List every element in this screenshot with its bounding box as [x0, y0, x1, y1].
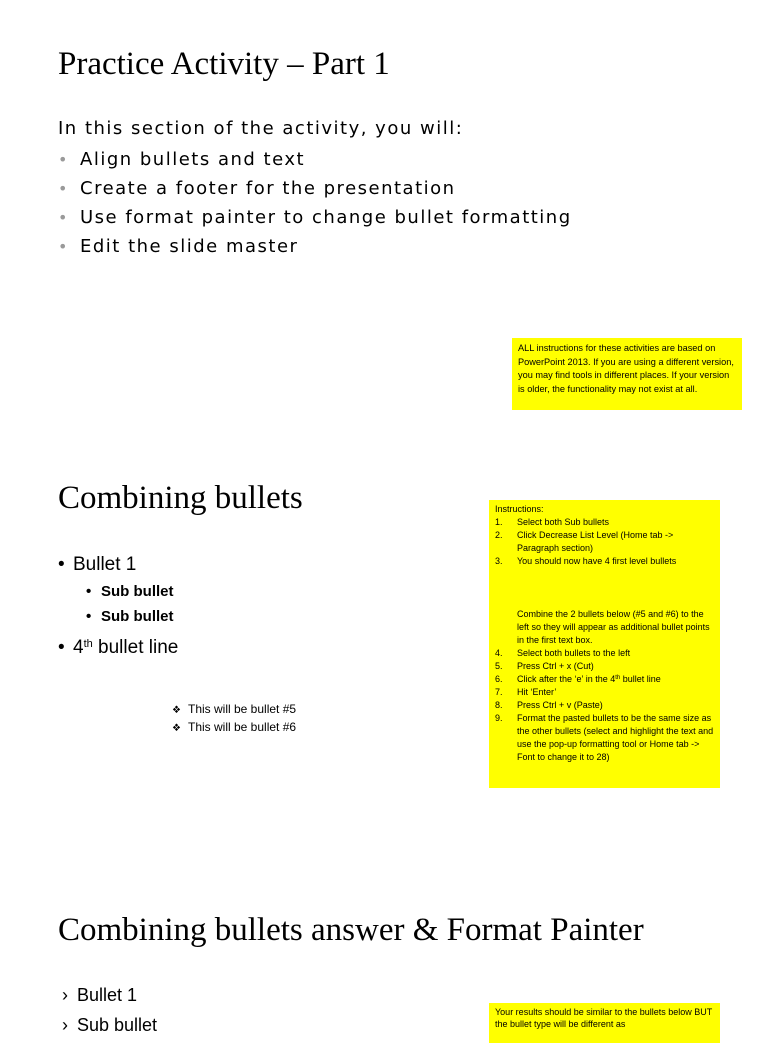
result-note-box: Your results should be similar to the bullets below BUT the bullet type will be different as: [489, 1003, 720, 1043]
instruction-step: 1. Select both Sub bullets: [495, 517, 610, 527]
instruction-step: 2. Click Decrease List Level (Home tab -> Paragraph section): [495, 530, 674, 553]
instruction-step: 8. Press Ctrl + v (Paste): [495, 700, 603, 710]
list-item: • Bullet 1: [58, 550, 178, 579]
slide-practice-activity: [0, 0, 768, 450]
bullet-dot-icon: •: [58, 554, 65, 575]
bullet-dot-icon: •: [58, 237, 69, 256]
slide-title: Combining bullets: [58, 480, 303, 516]
instruction-step: 4. Select both bullets to the left: [495, 648, 631, 658]
instruction-steps: [495, 516, 714, 568]
instructions-box: [489, 500, 720, 788]
bullet-dot-icon: •: [58, 179, 69, 198]
list-item: › Sub bullet: [62, 1010, 157, 1040]
answer-bullet-list: [62, 980, 157, 1040]
slide-combining-bullets-answer: [0, 890, 768, 1035]
instruction-step: 7. Hit ‘Enter’: [495, 687, 557, 697]
extra-bullet-list: [172, 700, 296, 736]
instruction-step: 9. Format the pasted bullets to be the same size as the other bullets (select and highlight the text and use the pop-up formatting tool or Home tab -> Font to change it to 28): [495, 713, 714, 762]
slide-title: Practice Activity – Part 1: [58, 46, 390, 82]
intro-text: In this section of the activity, you will:: [58, 118, 464, 139]
list-item: • Create a footer for the presentation: [58, 174, 572, 203]
chevron-right-icon: ›: [62, 1015, 68, 1035]
instruction-paragraph: Combine the 2 bullets below (#5 and #6) to the left so they will appear as additional bullet points in the first text box.: [517, 609, 710, 645]
list-item: • 4th bullet line: [58, 633, 178, 662]
list-item: • Align bullets and text: [58, 145, 572, 174]
sub-list-item: • Sub bullet: [58, 579, 178, 604]
slide-combining-bullets: [0, 450, 768, 890]
activity-bullet-list: [58, 145, 572, 261]
diamond-bullet-icon: ❖: [172, 723, 181, 734]
sub-list-item: • Sub bullet: [58, 604, 178, 629]
instruction-step: 6. Click after the ‘e’ in the 4th bullet line: [495, 674, 661, 684]
list-item: ❖ This will be bullet #6: [172, 718, 296, 736]
version-note-box: ALL instructions for these activities are based on PowerPoint 2013. If you are using a different version, you may find tools in different places. If your version is older, the functionality may not exist at all.: [512, 338, 742, 410]
instructions-heading: Instructions:: [495, 504, 544, 514]
list-item: • Use format painter to change bullet formatting: [58, 203, 572, 232]
instruction-steps: [495, 647, 714, 764]
chevron-right-icon: ›: [62, 985, 68, 1005]
instruction-step: 3. You should now have 4 first level bullets: [495, 556, 677, 566]
instruction-step: 5. Press Ctrl + x (Cut): [495, 661, 594, 671]
list-item: › Bullet 1: [62, 980, 157, 1010]
list-item: ❖ This will be bullet #5: [172, 700, 296, 718]
bullet-dot-icon: •: [86, 608, 92, 625]
bullet-dot-icon: •: [58, 637, 65, 658]
bullet-dot-icon: •: [58, 150, 69, 169]
bullet-list: [58, 550, 178, 662]
bullet-dot-icon: •: [86, 583, 92, 600]
diamond-bullet-icon: ❖: [172, 705, 181, 716]
list-item: • Edit the slide master: [58, 232, 572, 261]
bullet-dot-icon: •: [58, 208, 69, 227]
slide-title: Combining bullets answer & Format Painter: [58, 912, 644, 948]
